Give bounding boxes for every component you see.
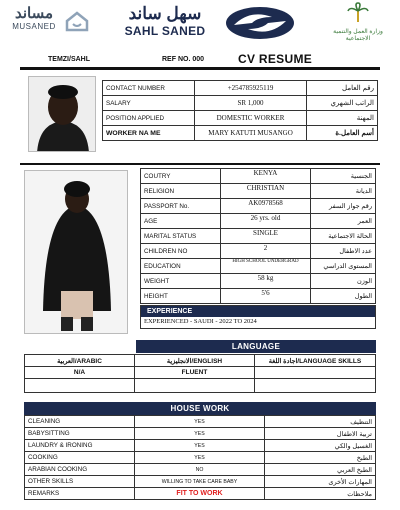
contact-info-row xyxy=(103,81,378,96)
info-label-arabic: أسم العامل.ة xyxy=(307,126,378,141)
language-empty-cell xyxy=(25,379,135,393)
skill-value: YES xyxy=(135,440,265,452)
house-work-row xyxy=(25,416,376,428)
skill-label: BABYSITTING xyxy=(25,428,135,440)
detail-row xyxy=(141,214,376,229)
language-col-english: الانجليزية/ENGLISH xyxy=(135,355,255,367)
skill-label: CLEANING xyxy=(25,416,135,428)
info-value: DOMESTIC WORKER xyxy=(195,111,307,126)
reference-number: REF NO. 000 xyxy=(162,56,205,63)
detail-label: WEIGHT xyxy=(141,274,221,289)
skill-label-arabic: المهارات الأخرى xyxy=(265,476,376,488)
skill-label: OTHER SKILLS xyxy=(25,476,135,488)
detail-label-arabic: الجنسية xyxy=(311,169,376,184)
detail-row xyxy=(141,289,376,304)
language-arabic-value: N/A xyxy=(25,367,135,379)
skill-value: YES xyxy=(135,452,265,464)
detail-label: CHILDREN NO xyxy=(141,244,221,259)
skill-label-arabic: الطبخ العربي xyxy=(265,464,376,476)
skill-value: WILLING TO TAKE CARE BABY xyxy=(135,476,265,488)
detail-row xyxy=(141,184,376,199)
info-value: +254785925119 xyxy=(195,81,307,96)
language-empty-cell xyxy=(255,379,376,393)
skill-label-arabic: ملاحظات xyxy=(265,488,376,500)
detail-value: 58 kg xyxy=(221,274,311,289)
info-label: SALARY xyxy=(103,96,195,111)
skill-label-arabic: تربية الاطفال xyxy=(265,428,376,440)
detail-row xyxy=(141,274,376,289)
skill-label-arabic: الطبخ xyxy=(265,452,376,464)
house-work-row xyxy=(25,440,376,452)
detail-value: HIGH SCHOOL UNDERGRAD xyxy=(221,259,311,274)
ministry-logo: وزارة العمل والتنمية الاجتماعية xyxy=(322,2,394,43)
detail-row xyxy=(141,244,376,259)
contact-info-row xyxy=(103,111,378,126)
detail-label-arabic: الحالة الاجتماعية xyxy=(311,229,376,244)
house-work-row xyxy=(25,464,376,476)
detail-label: COUTRY xyxy=(141,169,221,184)
skill-label: LAUNDRY & IRONING xyxy=(25,440,135,452)
language-skills-value xyxy=(255,367,376,379)
skill-value: NO xyxy=(135,464,265,476)
palm-emblem-icon xyxy=(346,2,370,24)
info-label-arabic: رقم العامل xyxy=(307,81,378,96)
detail-label-arabic: المستوى الدراسي xyxy=(311,259,376,274)
sahl-saned-logo: سهل ساند SAHL SANED xyxy=(124,4,206,38)
experience-text: EXPERIENCED - SAUDI - 2022 TO 2024 xyxy=(144,318,257,325)
detail-label-arabic: العمر xyxy=(311,214,376,229)
detail-row xyxy=(141,199,376,214)
detail-value: CHRISTIAN xyxy=(221,184,311,199)
contact-info-row xyxy=(103,96,378,111)
detail-label-arabic: عدد الاطفال xyxy=(311,244,376,259)
detail-label: PASSPORT No. xyxy=(141,199,221,214)
info-label: WORKER NA ME xyxy=(103,126,195,141)
language-empty-cell xyxy=(135,379,255,393)
detail-value: KENYA xyxy=(221,169,311,184)
musaned-logo: مساند MUSANED xyxy=(12,5,56,31)
house-work-row xyxy=(25,476,376,488)
worker-portrait-photo xyxy=(28,76,96,152)
section-divider xyxy=(20,163,380,165)
skill-value: YES xyxy=(135,428,265,440)
detail-value: SINGLE xyxy=(221,229,311,244)
detail-value: 2 xyxy=(221,244,311,259)
info-value: MARY KATUTI MUSANGO xyxy=(195,126,307,141)
house-work-row xyxy=(25,452,376,464)
detail-label-arabic: الطول xyxy=(311,289,376,304)
skill-label-arabic: الغسيل والكي xyxy=(265,440,376,452)
house-work-row xyxy=(25,488,376,500)
language-col-arabic: العربية/ARABIC xyxy=(25,355,135,367)
info-label: POSITION APPLIED xyxy=(103,111,195,126)
remarks-value: FIT TO WORK xyxy=(135,488,265,500)
info-value: SR 1,000 xyxy=(195,96,307,111)
contact-info-row xyxy=(103,126,378,141)
skill-value: YES xyxy=(135,416,265,428)
detail-label: EDUCATION xyxy=(141,259,221,274)
language-table xyxy=(24,354,376,393)
detail-row xyxy=(141,259,376,274)
experience-heading: EXPERIENCE xyxy=(141,306,375,317)
page-title: CV RESUME xyxy=(238,52,313,66)
detail-label-arabic: رقم جواز السفر xyxy=(311,199,376,214)
detail-label: HEIGHT xyxy=(141,289,221,304)
personal-details-table xyxy=(140,168,376,304)
house-work-row xyxy=(25,428,376,440)
language-english-value: FLUENT xyxy=(135,367,255,379)
detail-label: AGE xyxy=(141,214,221,229)
musaned-house-icon xyxy=(64,10,90,32)
worker-full-body-photo xyxy=(24,170,128,334)
skill-label: ARABIAN COOKING xyxy=(25,464,135,476)
detail-row xyxy=(141,169,376,184)
info-label-arabic: المهنة xyxy=(307,111,378,126)
detail-label-arabic: الديانة xyxy=(311,184,376,199)
house-work-heading: HOUSE WORK xyxy=(24,402,376,415)
skill-label: COOKING xyxy=(25,452,135,464)
house-work-table xyxy=(24,415,376,500)
info-label: CONTACT NUMBER xyxy=(103,81,195,96)
detail-value: 26 yrs. old xyxy=(221,214,311,229)
detail-row xyxy=(141,229,376,244)
detail-label: RELIGION xyxy=(141,184,221,199)
detail-label-arabic: الوزن xyxy=(311,274,376,289)
info-label-arabic: الراتب الشهري xyxy=(307,96,378,111)
experience-box xyxy=(140,305,376,329)
sahl-saned-emblem-icon xyxy=(224,5,296,41)
skill-label-arabic: التنظيف xyxy=(265,416,376,428)
language-heading: LANGUAGE xyxy=(136,340,376,353)
skill-label: REMARKS xyxy=(25,488,135,500)
detail-label: MARITAL STATUS xyxy=(141,229,221,244)
header-divider xyxy=(20,67,380,70)
detail-value: AK0978568 xyxy=(221,199,311,214)
office-code: TEMZI/SAHL xyxy=(48,56,90,63)
detail-value: 5'6 xyxy=(221,289,311,304)
language-col-skills: اجادة اللغة/LANGUAGE SKILLS xyxy=(255,355,376,367)
contact-info-table xyxy=(102,80,378,141)
